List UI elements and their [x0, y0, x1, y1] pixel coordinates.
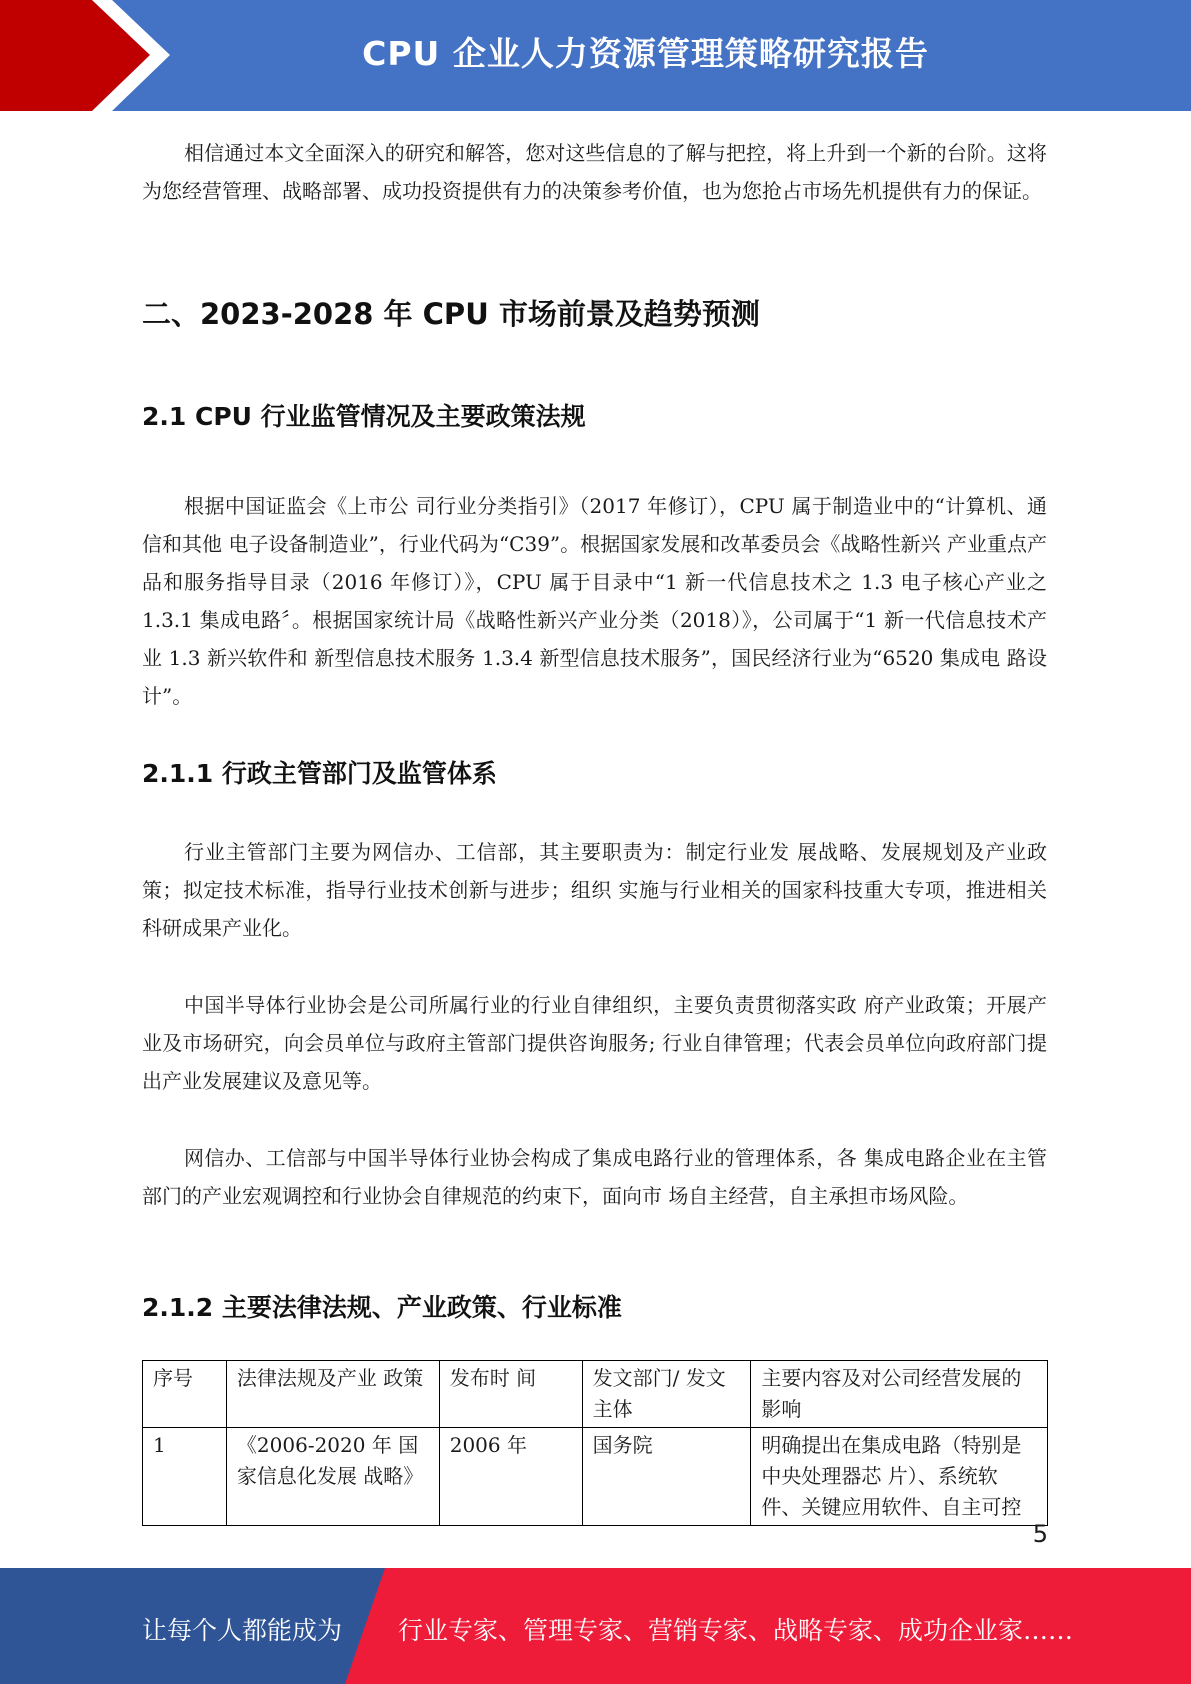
col-header-content: 主要内容及对公司经营发展的影响 — [751, 1361, 1048, 1428]
table-header-row — [143, 1361, 1048, 1428]
section-2-1-2-heading: 2.1.2 主要法律法规、产业政策、行业标准 — [142, 1293, 622, 1322]
section-2-heading: 二、2023-2028 年 CPU 市场前景及趋势预测 — [142, 297, 760, 331]
section-2-1-1-paragraph-3: 网信办、工信部与中国半导体行业协会构成了集成电路行业的管理体系，各 集成电路企业在主管部门的产业宏观调控和行业协会自律规范的约束下，面向市 场自主经营，自主承担市场风险。 — [142, 1146, 1047, 1208]
table-row — [143, 1428, 1048, 1526]
cell-issuer: 国务院 — [582, 1428, 751, 1526]
cell-policy: 《2006-2020 年 国家信息化发展 战略》 — [226, 1428, 439, 1526]
col-header-date: 发布时 间 — [439, 1361, 582, 1428]
col-header-issuer: 发文部门/ 发文主体 — [582, 1361, 751, 1428]
footer-slogan-right: 行业专家、管理专家、营销专家、战略专家、成功企业家…… — [398, 1616, 1074, 1645]
policy-table — [142, 1360, 1048, 1526]
page-footer — [0, 1568, 1191, 1684]
section-2-1-1-heading: 2.1.1 行政主管部门及监管体系 — [142, 759, 497, 788]
section-2-1-heading: 2.1 CPU 行业监管情况及主要政策法规 — [142, 402, 586, 431]
section-2-1-1-paragraph-2: 中国半导体行业协会是公司所属行业的行业自律组织，主要负责贯彻落实政 府产业政策；开展产业及市场研究，向会员单位与政府主管部门提供咨询服务; 行业自律管理；代表会员单位向政府部门提出产业发展建议及意见等。 — [142, 993, 1047, 1093]
cell-date: 2006 年 — [439, 1428, 582, 1526]
section-2-1-1-paragraph-1: 行业主管部门主要为网信办、工信部，其主要职责为：制定行业发 展战略、发展规划及产业政策；拟定技术标准，指导行业技术创新与进步；组织 实施与行业相关的国家科技重大专项，推进相关科研成果产业化。 — [142, 840, 1047, 940]
cell-content: 明确提出在集成电路（特别是中央处理器芯 片）、系统软件、关键应用软件、自主可控 — [751, 1428, 1048, 1526]
page-number: 5 — [1032, 1520, 1048, 1548]
report-title: CPU 企业人力资源管理策略研究报告 — [362, 34, 929, 73]
col-header-index: 序号 — [143, 1361, 227, 1428]
col-header-policy: 法律法规及产业 政策 — [226, 1361, 439, 1428]
section-2-1-paragraph: 根据中国证监会《上市公 司行业分类指引》（2017 年修订），CPU 属于制造业中的“计算机、通信和其他 电子设备制造业”，行业代码为“C39”。根据国家发展和改革委员会《战略性新兴 产业重点产品和服务指导目录（2016 年修订）》，CPU 属于目录中“1 新一代信息技术之 1.3 电子核心产业之 1.3.1 集成电路〞。根据国家统计局《战略性新兴产业分类（2018）》，公司属于“1 新一代信息技术产业 1.3 新兴软件和 新型信息技术服务 1.3.4 新型信息技术服务”，国民经济行业为“6520 集成电 路设计”。 — [142, 494, 1047, 708]
intro-paragraph: 相信通过本文全面深入的研究和解答，您对这些信息的了解与把控，将上升到一个新的台阶。这将为您经营管理、战略部署、成功投资提供有力的决策参考价值，也为您抢占市场先机提供有力的保证。 — [142, 141, 1047, 203]
cell-index: 1 — [143, 1428, 227, 1526]
page-header — [0, 0, 1191, 111]
footer-slogan-left: 让每个人都能成为 — [142, 1616, 343, 1645]
